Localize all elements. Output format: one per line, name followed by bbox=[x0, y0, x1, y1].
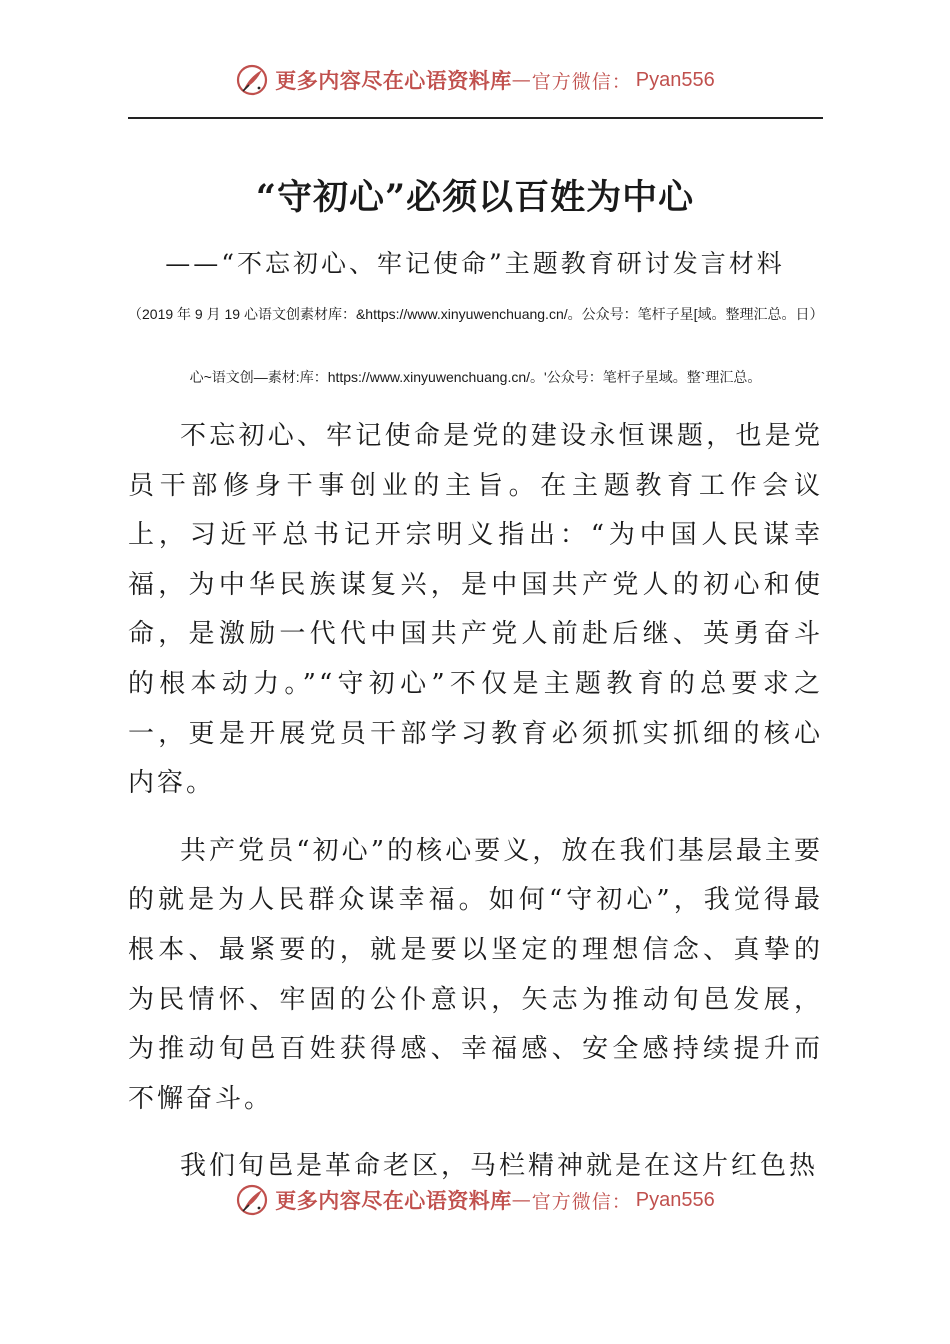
banner-wechat-label: 官方微信： bbox=[531, 70, 632, 93]
footer-dash: — bbox=[511, 1189, 532, 1211]
document-body bbox=[128, 412, 823, 1210]
banner-dash: — bbox=[511, 69, 532, 91]
source-note-1: （2019 年 9 月 19 心语文创素材库：&https://www.xinyuwenchuang.cn/。公众号：笔杆子星[域。整理汇总。日） bbox=[128, 306, 824, 322]
footer-wechat-handle: Pyan556 bbox=[635, 1188, 715, 1211]
footer-banner bbox=[0, 1180, 950, 1220]
body-paragraph-2: 共产党员“初心”的核心要义，放在我们基层最主要的就是为人民群众谋幸福。如何“守初心”，我觉得最根本、最紧要的，就是要以坚定的理想信念、真挚的为民情怀、牢固的公仆意识，矢志为推动旬邑发展，为推动旬邑百姓获得感、幸福感、安全感持续提升而不懈奋斗。 bbox=[128, 835, 823, 1114]
document-title: “守初心”必须以百姓为中心 bbox=[255, 177, 695, 218]
quill-pen-logo-icon bbox=[235, 1183, 269, 1217]
body-paragraph-3: 我们旬邑是革命老区，马栏精神就是在这片红色热 bbox=[180, 1151, 819, 1182]
header-banner bbox=[0, 60, 950, 100]
banner-wechat-handle: Pyan556 bbox=[635, 68, 715, 91]
footer-wechat-label: 官方微信： bbox=[531, 1190, 632, 1213]
body-paragraph-1: 不忘初心、牢记使命是党的建设永恒课题，也是党员干部修身干事创业的主旨。在主题教育工作会议上，习近平总书记开宗明义指出：“为中国人民谋幸福，为中华民族谋复兴，是中国共产党人的初心和使命，是激励一代代中国共产党人前赴后继、英勇奋斗的根本动力。”“守初心”不仅是主题教育的总要求之一，更是开展党员干部学习教育必须抓实抓细的核心内容。 bbox=[128, 421, 823, 799]
footer-lead-text: 更多内容尽在心语资料库 bbox=[275, 1188, 512, 1213]
document-subtitle: ——“不忘初心、牢记使命”主题教育研讨发言材料 bbox=[165, 249, 785, 278]
source-note-2: 心~语文创—素材:库：https://www.xinyuwenchuang.cn/。'公众号：笔杆子星域。整`理汇总。 bbox=[189, 369, 762, 385]
quill-pen-logo-icon bbox=[235, 63, 269, 97]
header-divider bbox=[128, 117, 823, 119]
banner-lead-text: 更多内容尽在心语资料库 bbox=[275, 68, 512, 93]
